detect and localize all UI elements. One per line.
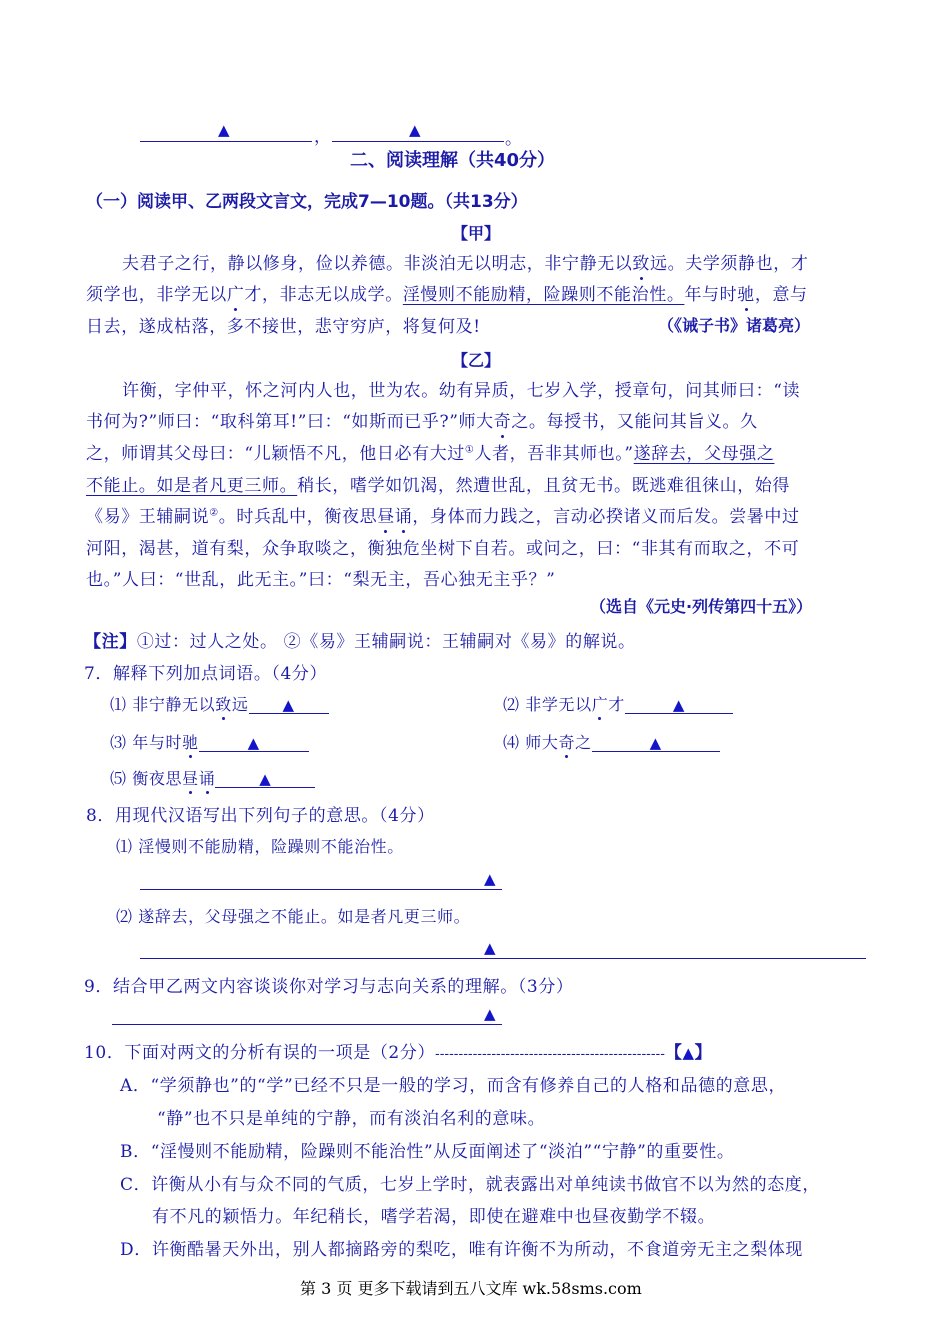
yi-line-5: 《易》王辅嗣说②。时兵乱中，衡夜思昼诵，身体而力践之，言动必揆诸义而后发。尝暑中过 bbox=[86, 507, 800, 527]
q7-answer-1[interactable]: ▲ bbox=[249, 697, 329, 714]
yi-source: （选自《元史·列传第四十五》） bbox=[590, 597, 813, 616]
jia-line-1: 夫君子之行，静以修身，俭以养德。非淡泊无以明志，非宁静无以致远。夫学须静也，才 bbox=[122, 254, 809, 274]
q7-item-1: ⑴ 非宁静无以致远 ▲ bbox=[110, 692, 329, 715]
top-blank-2[interactable] bbox=[332, 141, 504, 142]
yi-line-6: 河阳，渴甚，道有梨，众争取啖之，衡独危坐树下自若。或问之，曰：“非其有而取之，不可 bbox=[86, 539, 800, 559]
top-blank-1-marker: ▲ bbox=[218, 121, 230, 139]
q8-answer-1-marker: ▲ bbox=[484, 870, 496, 888]
q8-sentence-2: ⑵ 遂辞去，父母强之不能止。如是者凡更三师。 bbox=[116, 907, 471, 926]
q10-option-c-line-1: C．许衡从小有与众不同的气质，七岁上学时，就表露出对单纯读书做官不以为然的态度， bbox=[120, 1175, 821, 1195]
dotted-char: 广 bbox=[226, 285, 245, 305]
q7-answer-2[interactable]: ▲ bbox=[625, 697, 733, 714]
q8-answer-line-2[interactable] bbox=[140, 958, 866, 959]
top-separator: ， bbox=[314, 127, 332, 147]
q10-option-c-line-2: 有不凡的颖悟力。年纪稍长，嗜学若渴，即使在避难中也昼夜勤学不辍。 bbox=[152, 1207, 716, 1227]
q10-option-d-line-1: D．许衡酷暑天外出，别人都摘路旁的梨吃，唯有许衡不为所动，不食道旁无主之梨体现 bbox=[120, 1240, 804, 1260]
q8-answer-2-marker: ▲ bbox=[484, 939, 496, 957]
yi-line-1: 许衡，字仲平，怀之河内人也，世为农。幼有异质，七岁入学，授章句，问其师曰：“读 bbox=[122, 381, 801, 401]
q8-sentence-1: ⑴ 淫慢则不能励精，险躁则不能治性。 bbox=[116, 837, 404, 856]
jia-header: 【甲】 bbox=[452, 224, 501, 243]
q7-item-3: ⑶ 年与时驰 ▲ bbox=[110, 730, 309, 753]
page-footer: 第 3 页 更多下载请到五八文库 wk.58sms.com bbox=[300, 1279, 642, 1298]
part-title: （一）阅读甲、乙两段文言文，完成7—10题。（共13分） bbox=[86, 192, 528, 212]
q8-stem: 8．用现代汉语写出下列句子的意思。（4分） bbox=[86, 806, 435, 826]
top-blank-2-marker: ▲ bbox=[409, 121, 421, 139]
top-blank-1[interactable] bbox=[140, 141, 312, 142]
yi-line-4: 不能止。如是者凡更三师。稍长，嗜学如饥渴，然遭世乱，且贫无书。既逃难徂徕山，始得 bbox=[86, 476, 791, 496]
underlined-sentence: 不能止。如是者凡更三师。 bbox=[86, 476, 298, 496]
jia-line-2: 须学也，非学无以广才，非志无以成学。淫慢则不能励精，险躁则不能治性。年与时驰，意与 bbox=[86, 285, 808, 305]
dotted-char: 驰 bbox=[737, 285, 755, 305]
jia-source: （《诫子书》诸葛亮） bbox=[658, 316, 811, 335]
yi-header: 【乙】 bbox=[452, 351, 501, 370]
dotted-char: 奇 bbox=[493, 412, 512, 432]
q10-option-a-line-2: “静”也不只是单纯的宁静，而有淡泊名利的意味。 bbox=[157, 1109, 546, 1129]
q7-answer-5[interactable]: ▲ bbox=[215, 771, 315, 788]
q10-option-a-line-1: A．“学须静也”的“学”已经不只是一般的学习，而含有修养自己的人格和品德的意思， bbox=[120, 1076, 787, 1096]
note-label: 【注】 bbox=[84, 632, 137, 652]
top-end: 。 bbox=[505, 129, 523, 149]
yi-line-2: 书何为?”师曰：“取科第耳!”曰：“如斯而已乎?”师大奇之。每授书，又能问其旨义。久 bbox=[86, 412, 758, 432]
q8-answer-line-1[interactable] bbox=[140, 889, 502, 890]
q9-stem: 9．结合甲乙两文内容谈谈你对学习与志向关系的理解。（3分） bbox=[84, 977, 574, 997]
dotted-char: 诵 bbox=[394, 507, 413, 527]
section-title: 二、阅读理解（共40分） bbox=[350, 150, 556, 171]
q10-answer-marker[interactable]: ▲ bbox=[682, 1044, 695, 1062]
jia-line-3: 日去，遂成枯落，多不接世，悲守穷庐，将复何及! bbox=[86, 317, 481, 337]
q7-answer-4[interactable]: ▲ bbox=[592, 735, 720, 752]
q7-item-2: ⑵ 非学无以广才 ▲ bbox=[503, 692, 733, 715]
q7-item-4: ⑷ 师大奇之 ▲ bbox=[503, 730, 720, 753]
note: 【注】①过：过人之处。 ②《易》王辅嗣说：王辅嗣对《易》的解说。 bbox=[84, 632, 636, 652]
q7-answer-3[interactable]: ▲ bbox=[199, 735, 309, 752]
underlined-sentence: 淫慢则不能励精，险躁则不能治性。 bbox=[402, 285, 685, 305]
q7-stem: 7．解释下列加点词语。（4分） bbox=[84, 664, 328, 684]
dotted-char: 昼 bbox=[377, 507, 395, 527]
yi-line-3: 之，师谓其父母曰：“儿颖悟不凡，他日必有大过①人者，吾非其师也。”遂辞去，父母强之 bbox=[86, 444, 775, 464]
yi-line-7: 也。”人曰：“世乱，此无主。”曰：“梨无主，吾心独无主乎？” bbox=[86, 570, 556, 590]
underlined-sentence: 遂辞去，父母强之 bbox=[633, 444, 775, 464]
q9-answer-marker: ▲ bbox=[484, 1005, 496, 1023]
q10-stem: 10．下面对两文的分析有误的一项是（2分）-------------------------------------------------【▲】 bbox=[84, 1043, 713, 1063]
dotted-char: 致 bbox=[632, 254, 651, 274]
q7-item-5: ⑸ 衡夜思昼诵 ▲ bbox=[110, 766, 315, 789]
q9-answer-line[interactable] bbox=[112, 1024, 502, 1025]
q10-option-b: B．“淫慢则不能励精，险躁则不能治性”从反面阐述了“淡泊”“宁静”的重要性。 bbox=[120, 1142, 735, 1162]
